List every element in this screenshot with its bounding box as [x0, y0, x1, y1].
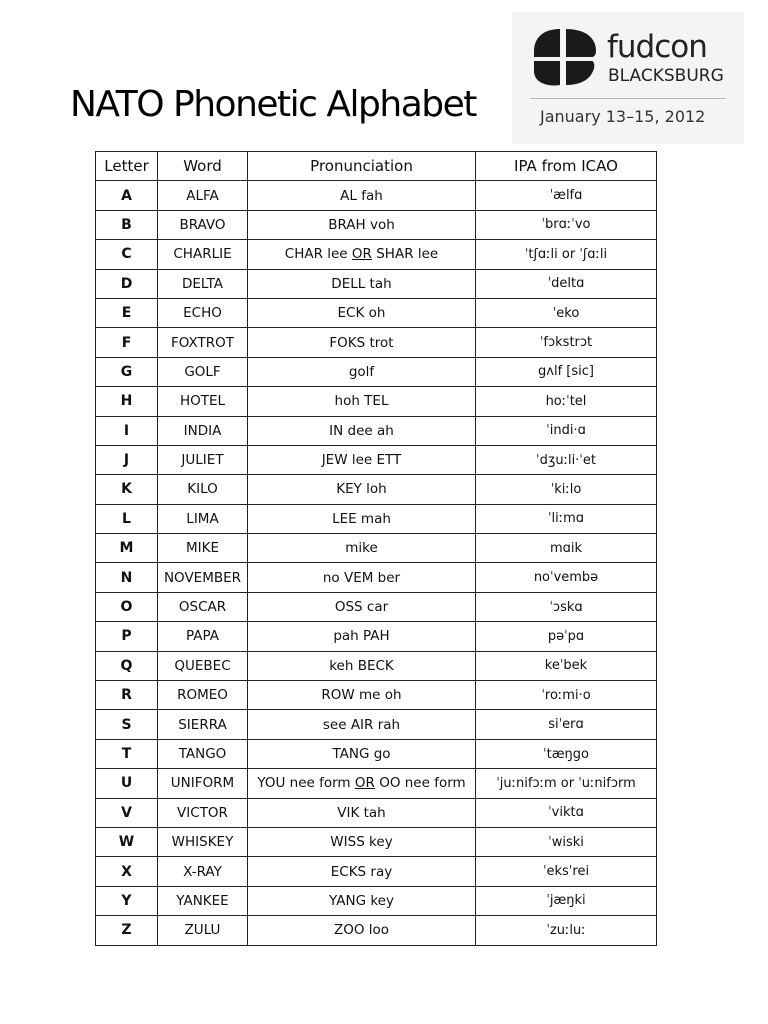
letter-cell: C: [96, 240, 158, 269]
ipa-cell: ˈtæŋgo: [476, 739, 657, 768]
letter-cell: A: [96, 181, 158, 210]
pronunciation-cell: ECKS ray: [248, 857, 476, 886]
logo-city: BLACKSBURG: [608, 66, 724, 86]
letter-cell: J: [96, 445, 158, 474]
page-title: NATO Phonetic Alphabet: [70, 84, 476, 126]
word-cell: GOLF: [158, 357, 248, 386]
table-row: [96, 651, 657, 680]
letter-cell: L: [96, 504, 158, 533]
table-row: [96, 298, 657, 327]
word-cell: PAPA: [158, 622, 248, 651]
ipa-cell: ˈbrɑːˈvo: [476, 210, 657, 239]
word-cell: MIKE: [158, 534, 248, 563]
word-cell: UNIFORM: [158, 769, 248, 798]
letter-cell: Z: [96, 916, 158, 945]
letter-cell: E: [96, 298, 158, 327]
pronunciation-cell: ROW me oh: [248, 681, 476, 710]
ipa-cell: keˈbek: [476, 651, 657, 680]
ipa-cell: mɑik: [476, 534, 657, 563]
table-row: [96, 328, 657, 357]
pronunciation-part: YOU nee form: [257, 775, 351, 792]
table-row: [96, 210, 657, 239]
letter-cell: M: [96, 534, 158, 563]
letter-cell: U: [96, 769, 158, 798]
logo-brand: fudcon: [607, 29, 707, 65]
pronunciation-cell: LEE mah: [248, 504, 476, 533]
letter-cell: I: [96, 416, 158, 445]
ipa-cell: ˈjuːnifɔːm or ˈuːnifɔrm: [476, 769, 657, 798]
table-row: [96, 827, 657, 856]
letter-cell: W: [96, 827, 158, 856]
ipa-cell: ˈælfɑ: [476, 181, 657, 210]
pronunciation-or: OR: [351, 246, 372, 263]
table-row: [96, 416, 657, 445]
pronunciation-cell: FOKS trot: [248, 328, 476, 357]
pronunciation-cell: mike: [248, 534, 476, 563]
ipa-cell: gʌlf [sic]: [476, 357, 657, 386]
letter-cell: D: [96, 269, 158, 298]
word-cell: ECHO: [158, 298, 248, 327]
word-cell: OSCAR: [158, 592, 248, 621]
word-cell: JULIET: [158, 445, 248, 474]
table-row: [96, 798, 657, 827]
ipa-cell: ˈroːmi·o: [476, 681, 657, 710]
ipa-cell: ˈkiːlo: [476, 475, 657, 504]
nato-alphabet-table: [95, 151, 657, 946]
letter-cell: B: [96, 210, 158, 239]
ipa-cell: pəˈpɑ: [476, 622, 657, 651]
ipa-cell: ˈindi·ɑ: [476, 416, 657, 445]
pronunciation-cell: see AIR rah: [248, 710, 476, 739]
pronunciation-cell: ECK oh: [248, 298, 476, 327]
table-row: [96, 681, 657, 710]
table-row: [96, 504, 657, 533]
word-cell: INDIA: [158, 416, 248, 445]
pronunciation-or: OR: [354, 775, 375, 792]
pronunciation-cell: TANG go: [248, 739, 476, 768]
table-row: [96, 534, 657, 563]
pronunciation-cell: JEW lee ETT: [248, 445, 476, 474]
ipa-cell: hoːˈtel: [476, 387, 657, 416]
table-row: [96, 916, 657, 945]
pronunciation-cell: KEY loh: [248, 475, 476, 504]
word-cell: CHARLIE: [158, 240, 248, 269]
letter-cell: S: [96, 710, 158, 739]
fudcon-logo: [512, 12, 744, 144]
pronunciation-cell: DELL tah: [248, 269, 476, 298]
letter-cell: P: [96, 622, 158, 651]
pronunciation-cell: OSS car: [248, 592, 476, 621]
ipa-cell: ˈdeltɑ: [476, 269, 657, 298]
word-cell: ALFA: [158, 181, 248, 210]
pronunciation-cell: pah PAH: [248, 622, 476, 651]
pronunciation-cell: VIK tah: [248, 798, 476, 827]
header-pronunciation: Pronunciation: [248, 152, 476, 181]
word-cell: DELTA: [158, 269, 248, 298]
word-cell: SIERRA: [158, 710, 248, 739]
letter-cell: F: [96, 328, 158, 357]
pronunciation-cell: hoh TEL: [248, 387, 476, 416]
word-cell: WHISKEY: [158, 827, 248, 856]
header-letter: Letter: [96, 152, 158, 181]
table-row: [96, 592, 657, 621]
pronunciation-part: CHAR lee: [284, 246, 348, 263]
table-row: [96, 710, 657, 739]
word-cell: X-RAY: [158, 857, 248, 886]
ipa-cell: ˈliːmɑ: [476, 504, 657, 533]
word-cell: BRAVO: [158, 210, 248, 239]
word-cell: ZULU: [158, 916, 248, 945]
pronunciation-part: SHAR lee: [376, 246, 439, 263]
table-row: [96, 857, 657, 886]
word-cell: YANKEE: [158, 886, 248, 915]
letter-cell: T: [96, 739, 158, 768]
logo-divider: [530, 98, 726, 99]
ipa-cell: ˈjæŋki: [476, 886, 657, 915]
letter-cell: R: [96, 681, 158, 710]
header-word: Word: [158, 152, 248, 181]
pronunciation-cell: [248, 240, 476, 269]
ipa-cell: ˈeksˈrei: [476, 857, 657, 886]
pronunciation-cell: keh BECK: [248, 651, 476, 680]
ipa-cell: ˈfɔkstrɔt: [476, 328, 657, 357]
pronunciation-cell: WISS key: [248, 827, 476, 856]
letter-cell: K: [96, 475, 158, 504]
table-row: [96, 357, 657, 386]
pronunciation-cell: IN dee ah: [248, 416, 476, 445]
table-header-row: [96, 152, 657, 181]
pronunciation-cell: [248, 769, 476, 798]
table-row: [96, 769, 657, 798]
pronunciation-cell: no VEM ber: [248, 563, 476, 592]
letter-cell: N: [96, 563, 158, 592]
letter-cell: Q: [96, 651, 158, 680]
pronunciation-cell: ZOO loo: [248, 916, 476, 945]
ipa-cell: ˈtʃɑːli or ˈʃɑːli: [476, 240, 657, 269]
letter-cell: Y: [96, 886, 158, 915]
table-row: [96, 269, 657, 298]
table-row: [96, 622, 657, 651]
word-cell: HOTEL: [158, 387, 248, 416]
word-cell: KILO: [158, 475, 248, 504]
ipa-cell: noˈvembə: [476, 563, 657, 592]
ipa-cell: ˈzuːluː: [476, 916, 657, 945]
word-cell: TANGO: [158, 739, 248, 768]
ipa-cell: siˈerɑ: [476, 710, 657, 739]
header-ipa: IPA from ICAO: [476, 152, 657, 181]
logo-dates: January 13–15, 2012: [540, 107, 706, 126]
ipa-cell: ˈdʒuːli·ˈet: [476, 445, 657, 474]
word-cell: VICTOR: [158, 798, 248, 827]
table-row: [96, 240, 657, 269]
table-row: [96, 475, 657, 504]
pronunciation-cell: golf: [248, 357, 476, 386]
table-row: [96, 739, 657, 768]
table-row: [96, 445, 657, 474]
ipa-cell: ˈviktɑ: [476, 798, 657, 827]
letter-cell: H: [96, 387, 158, 416]
pronunciation-cell: AL fah: [248, 181, 476, 210]
word-cell: LIMA: [158, 504, 248, 533]
pronunciation-cell: BRAH voh: [248, 210, 476, 239]
word-cell: FOXTROT: [158, 328, 248, 357]
letter-cell: G: [96, 357, 158, 386]
letter-cell: X: [96, 857, 158, 886]
ipa-cell: ˈwiski: [476, 827, 657, 856]
table-row: [96, 886, 657, 915]
word-cell: QUEBEC: [158, 651, 248, 680]
ipa-cell: ˈeko: [476, 298, 657, 327]
ipa-cell: ˈɔskɑ: [476, 592, 657, 621]
fudcon-mark-icon: [530, 27, 600, 89]
letter-cell: V: [96, 798, 158, 827]
word-cell: ROMEO: [158, 681, 248, 710]
letter-cell: O: [96, 592, 158, 621]
table-row: [96, 181, 657, 210]
word-cell: NOVEMBER: [158, 563, 248, 592]
table-row: [96, 563, 657, 592]
pronunciation-cell: YANG key: [248, 886, 476, 915]
pronunciation-part: OO nee form: [379, 775, 466, 792]
table-row: [96, 387, 657, 416]
